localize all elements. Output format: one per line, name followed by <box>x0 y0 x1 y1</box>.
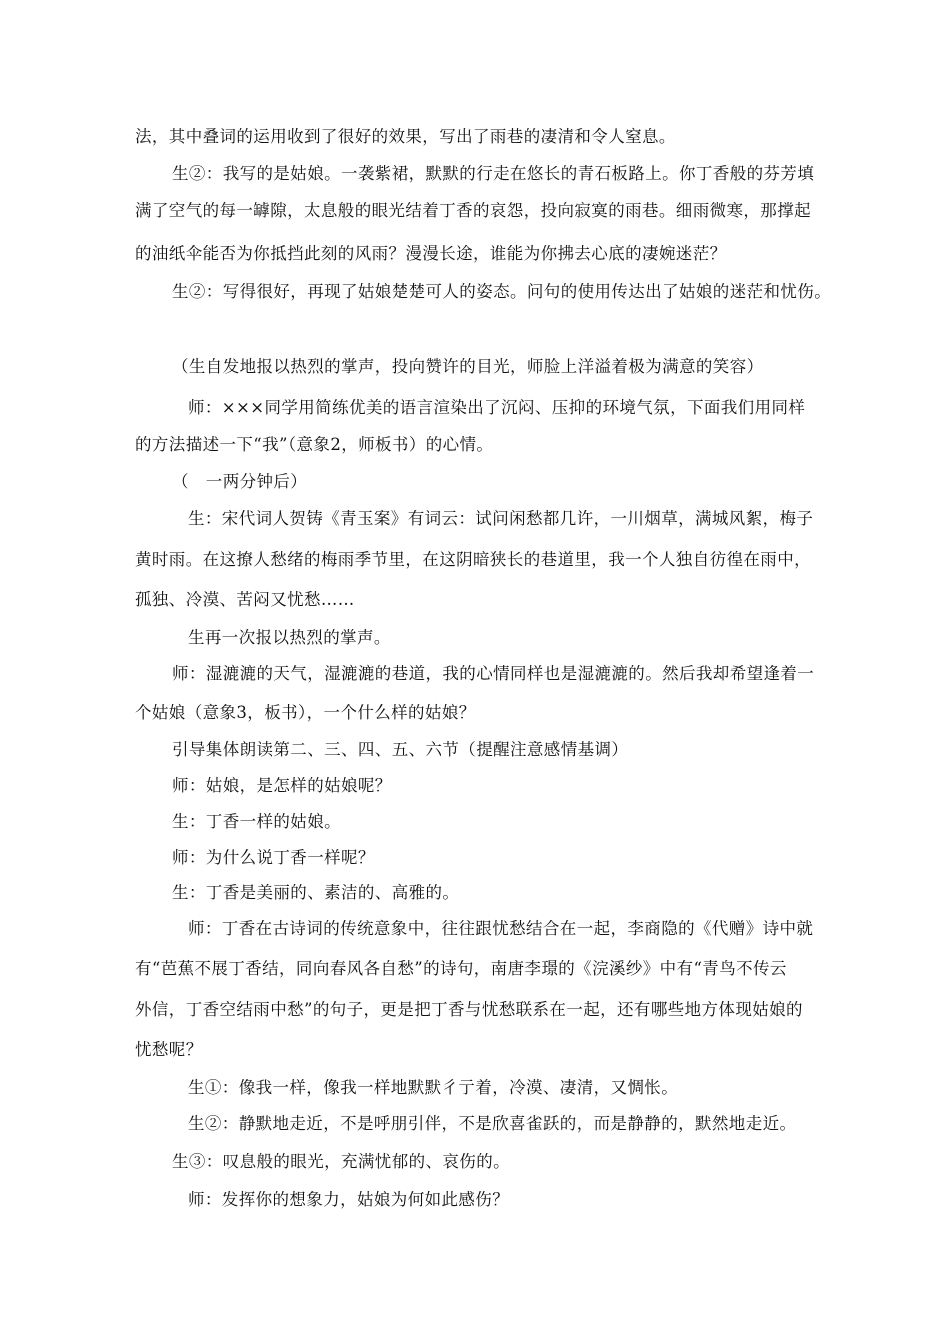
text-line: （生自发地报以热烈的掌声，投向赞许的目光，师脸上洋溢着极为满意的笑容） <box>172 357 764 376</box>
text-line: 师：发挥你的想象力，姑娘为何如此感伤？ <box>188 1190 510 1209</box>
text-line: 师：姑娘，是怎样的姑娘呢？ <box>172 776 392 795</box>
text-line: 生②：写得很好，再现了姑娘楚楚可人的姿态。问句的使用传达出了姑娘的迷茫和忧伤。 <box>172 282 832 301</box>
text-line: 的油纸伞能否为你抵挡此刻的风雨？漫漫长途，谁能为你拂去心底的凄婉迷茫？ <box>135 244 727 263</box>
text-line: 生③：叹息般的眼光，充满忧郁的、哀伤的。 <box>172 1152 510 1171</box>
text-line: 个姑娘（意象3，板书），一个什么样的姑娘？ <box>135 703 476 722</box>
text-line: 师：为什么说丁香一样呢？ <box>172 848 375 867</box>
text-line: 孤独、冷漠、苦闷又忧愁…… <box>135 590 355 609</box>
text-line: 引导集体朗读第二、三、四、五、六节（提醒注意感情基调） <box>172 740 629 759</box>
text-line: 生：宋代词人贺铸《青玉案》有词云：试问闲愁都几许，一川烟草，满城风絮，梅子 <box>188 509 814 528</box>
text-line: 黄时雨。在这撩人愁绪的梅雨季节里，在这阴暗狭长的巷道里，我一个人独自彷徨在雨中， <box>135 550 811 569</box>
text-line: 生②：静默地走近，不是呼朋引伴，不是欣喜雀跃的，而是静静的，默然地走近。 <box>188 1114 797 1133</box>
text-line: 生①：像我一样，像我一样地默默彳亍着，冷漠、凄清，又惆怅。 <box>188 1078 679 1097</box>
text-line: （ 一两分钟后） <box>172 472 308 491</box>
text-line: 外信，丁香空结雨中愁”的句子，更是把丁香与忧愁联系在一起，还有哪些地方体现姑娘的 <box>135 1000 803 1019</box>
text-line: 忧愁呢？ <box>135 1040 203 1059</box>
text-line: 的方法描述一下“我”（意象2，师板书）的心情。 <box>135 435 494 454</box>
text-line: 满了空气的每一罅隙，太息般的眼光结着丁香的哀怨，投向寂寞的雨巷。细雨微寒，那撑起 <box>135 201 811 220</box>
text-line: 师：丁香在古诗词的传统意象中，往往跟忧愁结合在一起，李商隐的《代赠》诗中就 <box>188 919 814 938</box>
text-line: 师：湿漉漉的天气，湿漉漉的巷道，我的心情同样也是湿漉漉的。然后我却希望逢着一 <box>172 664 815 683</box>
text-line: 师：×××同学用简练优美的语言渲染出了沉闷、压抑的环境气氛，下面我们用同样 <box>188 398 806 417</box>
text-line: 生：丁香是美丽的、素洁的、高雅的。 <box>172 883 460 902</box>
text-line: 法，其中叠词的运用收到了很好的效果，写出了雨巷的凄清和令人窒息。 <box>135 127 676 146</box>
text-line: 有“芭蕉不展丁香结，同向春风各自愁”的诗句，南唐李璟的《浣溪纱》中有“青鸟不传云 <box>135 959 787 978</box>
text-line: 生再一次报以热烈的掌声。 <box>188 628 391 647</box>
text-line: 生②：我写的是姑娘。一袭紫裙，默默的行走在悠长的青石板路上。你丁香般的芬芳填 <box>172 164 815 183</box>
text-line: 生：丁香一样的姑娘。 <box>172 812 341 831</box>
